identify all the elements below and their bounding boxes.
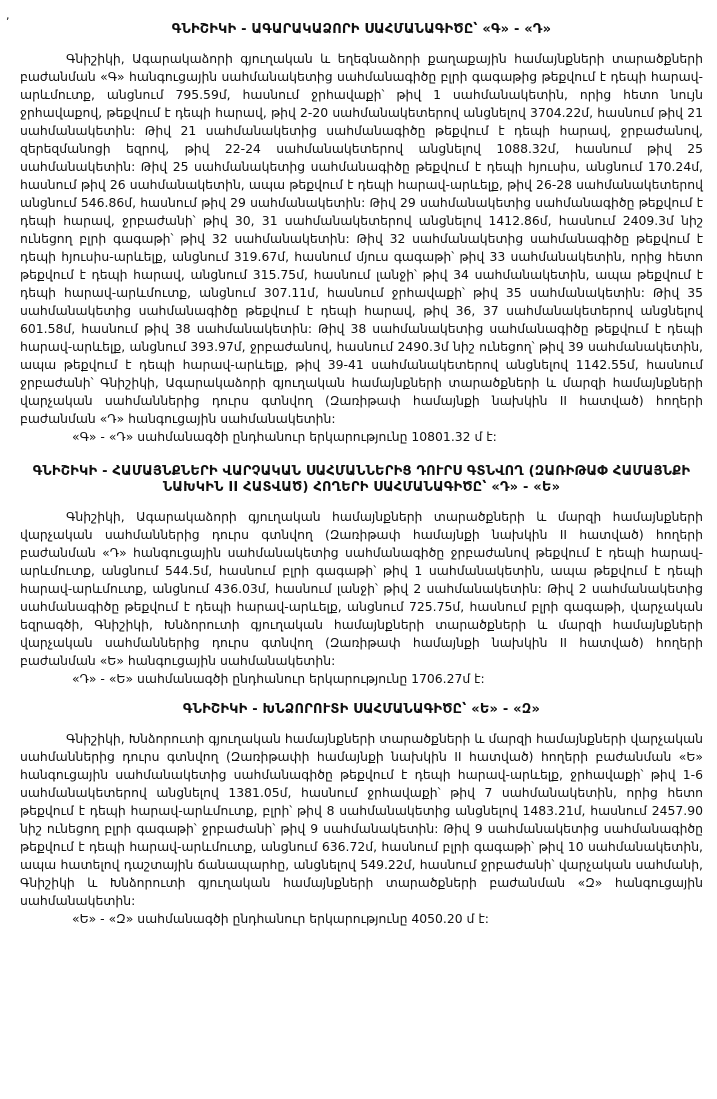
- section-heading: ԳՆԻՇԻԿԻ - ԱԳԱՐԱԿԱՁՈՐԻ ՍԱՀՄԱՆԱԳԻԾԸ՝ «Գ» - «Դ»: [171, 22, 552, 37]
- section-d-e: [20, 464, 703, 688]
- section-total: «Ե» - «Զ» սահմանագծի ընդհանուր երկարությունը 4050.20 մ է:: [72, 911, 489, 926]
- section-body: Գնիշիկի, Ագարակաձորի գյուղական համայնքների տարածքների և մարզի համայնքների վարչական սահմաններից դուրս գտնվող (Զառիթափ համայնքի նախկին II հատված) հողերի բաժանման «Դ» հանգուցային սահմանակետից սահմանագիծը ջրբաժանով թեքվում է դեպի հարավ-արևմուտք, անցնում 544.5մ, հասնում բլրի գագաթի՝ թիվ 1 սահմանակետին, ապա թեքվում է դեպի հարավ-արևմուտք, անցնում 436.03մ, հասնում լանջի՝ թիվ 2 սահմանակետին: Թիվ 2 սահմանակետից սահմանագիծը թեքվում է դեպի հարավ-արևելք, անցնում 725.75մ, հասնում բլրի գագաթի, վարչական եզրագծի, Գնիշիկի, Խնձորուտի գյուղական համայնքների տարածքների և մարզի համայնքների վարչական սահմաններից դուրս գտնվող (Զառիթափ համայնքի նախկին II հատված) հողերի բաժանման «Ե» հանգուցային սահմանակետին:: [20, 509, 703, 668]
- section-total: «Գ» - «Դ» սահմանագծի ընդհանուր երկարությունը 10801.32 մ է:: [72, 429, 497, 444]
- corner-mark: ,: [6, 9, 10, 22]
- section-total: «Դ» - «Ե» սահմանագծի ընդհանուր երկարությունը 1706.27մ է:: [72, 671, 485, 686]
- section-heading: ԳՆԻՇԻԿԻ - ԽՆՁՈՐՈՒՏԻ ՍԱՀՄԱՆԱԳԻԾԸ՝ «Ե» - «Զ»: [182, 702, 541, 717]
- section-heading: ԳՆԻՇԻԿԻ - ՀԱՄԱՅՆՔՆԵՐԻ ՎԱՐՉԱԿԱՆ ՍԱՀՄԱՆՆԵՐԻՑ ԴՈՒՐՍ ԳՏՆՎՈՂ (ԶԱՌԻԹԱՓ ՀԱՄԱՅՆՔԻ ՆԱԽԿԻՆ II ՀԱՏՎԱԾ) ՀՈՂԵՐԻ ՍԱՀՄԱՆԱԳԻԾԸ՝ «Դ» - «Ե»: [32, 464, 691, 495]
- section-body: Գնիշիկի, Խնձորուտի գյուղական համայնքների տարածքների և մարզի համայնքների վարչական սահմաններից դուրս գտնվող (Զառիթափի համայնքի նախկին II հատված) հողերի բաժանման «Ե» հանգուցային սահմանակետից սահմանագիծը թեքվում է դեպի հարավ-արևելք, ջրհավաքի՝ թիվ 1-6 սահմանակետերով անցնելով 1381.05մ, հասնում ջրհավաքի՝ թիվ 7 սահմանակետին, որից հետո թեքվում է դեպի հարավ-արևմուտք, բլրի՝ թիվ 8 սահմանակետից անցնելով 1483.21մ, հասնում 2457.90 նիշ ունեցող բլրի գագաթի՝ ջրբաժանի՝ թիվ 9 սահմանակետին: Թիվ 9 սահմանակետից սահմանագիծը թեքվում է դեպի հարավ-արևմուտք, անցնում 636.72մ, հասնում բլրի գագաթի՝ թիվ 10 սահմանակետին, ապա հատելով դաշտային ճանապարհը, անցնելով 549.22մ, հասնում ջրբաժանի՝ վարչական սահմանի, Գնիշիկի և Խնձորուտի գյուղական համայնքների տարածքների բաժանման «Զ» հանգուցային սահմանակետին:: [20, 731, 703, 908]
- section-e-z: [20, 702, 703, 928]
- section-body: Գնիշիկի, Ագարակաձորի գյուղական և եղեգնաձորի քաղաքային համայնքների տարածքների բաժանման «Գ» հանգուցային սահմանակետից սահմանագիծը բլրի գագաթից թեքվում է դեպի հարավ-արևմուտք, անցնում 795.59մ, հասնում ջրհավաքի՝ թիվ 1 սահմանակետին, որից հետո նույն ջրհավաքով, թեքվում է դեպի հարավ, թիվ 2-20 սահմանակետերով անցնելով 3704.22մ, հասնում թիվ 21 սահմանակետին: Թիվ 21 սահմանակետից սահմանագիծը թեքվում է դեպի հարավ, ջրբաժանով, զերեզմանոցի եզրով, թիվ 22-24 սահմանակետերով անցնելով 1088.32մ, հասնում թիվ 25 սահմանակետին: Թիվ 25 սահմանակետից սահմանագիծը թեքվում է դեպի հյուսիս, անցնում 170.24մ, հասնում թիվ 26 սահմանակետին, ապա թեքվում է դեպի հարավ-արևելք, թիվ 26-28 սահմանակետերով անցնում 546.86մ, հասնում թիվ 29 սահմանակետին: Թիվ 29 սահմանակետից սահմանագիծը թեքվում է դեպի հարավ, ջրբաժանի՝ թիվ 30, 31 սահմանակետերով անցնելով 1412.86մ, հասնում 2409.3մ նիշ ունեցող բլրի գագաթի՝ թիվ 32 սահմանակետին: Թիվ 32 սահմանակետից սահմանագիծը թեքվում է դեպի հյուսիս-արևելք, անցնում 319.67մ, հասնում մյուս գագաթի՝ թիվ 33 սահմանակետին, որից հետո թեքվում է դեպի հարավ, անցնում 315.75մ, հասնում լանջի՝ թիվ 34 սահմանակետին, ապա թեքվում է դեպի հարավ-արևմուտք, անցնում 307.11մ, հասնում ջրհավաքի՝ թիվ 35 սահմանակետին: Թիվ 35 սահմանակետից սահմանագիծը թեքվում է դեպի հարավ, թիվ 36, 37 սահմանակետերով անցնելով 601.58մ, հասնում թիվ 38 սահմանակետին: Թիվ 38 սահմանակետից սահմանագիծը թեքվում է դեպի հարավ-արևելք, անցնում 393.97մ, ջրբաժանով, հասնում 2490.3մ նիշ ունեցող՝ թիվ 39 սահմանակետին, ապա թեքվում է դեպի հարավ-արևելք, թիվ 39-41 սահմանակետերով անցնելով 1142.55մ, հասնում ջրբաժանի՝ Գնիշիկի, Ագարակաձորի գյուղական համայնքների տարածքների և մարզի համայնքների վարչական սահմաններից դուրս գտնվող (Զառիթափ համայնքի նախկին II հատված) հողերի բաժանման «Դ» հանգուցային սահմանակետին:: [20, 51, 703, 426]
- section-g-d: [20, 22, 703, 446]
